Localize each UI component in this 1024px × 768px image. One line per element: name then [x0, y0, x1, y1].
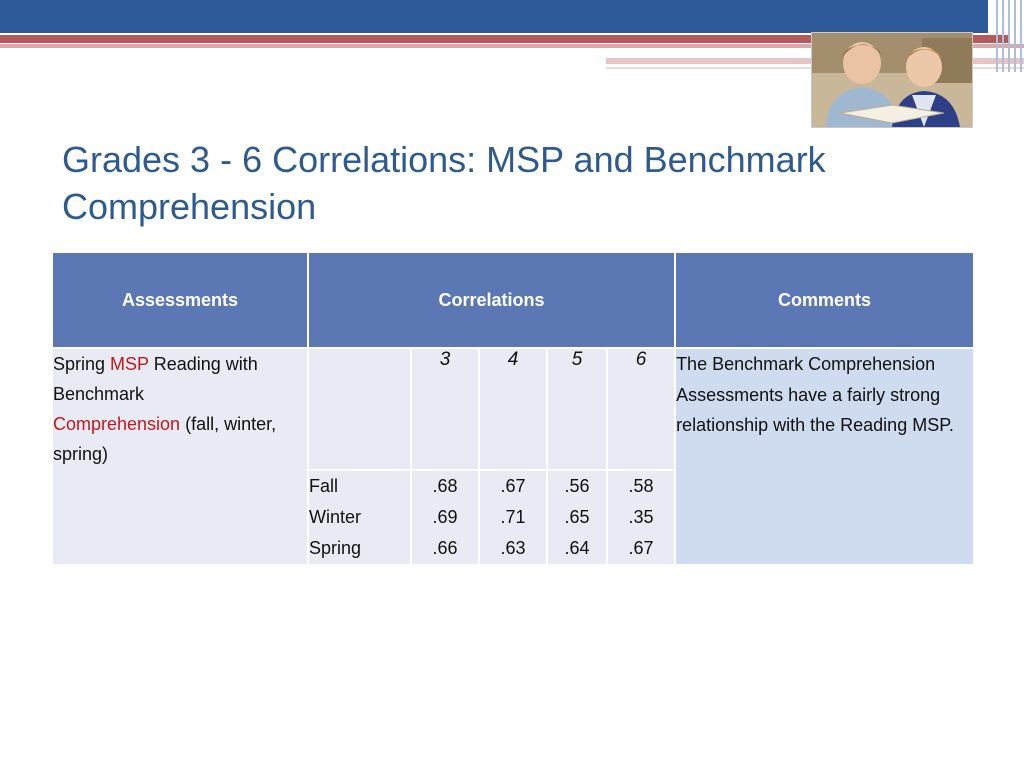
assessment-text-part1: Spring: [53, 354, 111, 374]
table-row-grades: [52, 348, 974, 470]
grade-header-5: 5: [547, 348, 607, 470]
header-assessments: Assessments: [52, 252, 308, 348]
value-grade3-winter: .69: [432, 507, 458, 527]
grade-header-6: 6: [607, 348, 675, 470]
table-header-row: [52, 252, 974, 348]
assessment-text-part3: (fall, winter, spring): [53, 414, 277, 464]
assessment-text-line2: Benchmark: [53, 384, 145, 404]
students-reading-photo: [811, 32, 973, 128]
season-labels-cell: [308, 470, 411, 565]
grade-5-values-cell: [547, 470, 607, 565]
assessment-text-part2: Reading with: [148, 354, 258, 374]
value-grade5-spring: .64: [564, 538, 590, 558]
correlations-table: [51, 251, 975, 566]
season-spring: Spring: [309, 538, 362, 558]
slide-title: Grades 3 - 6 Correlations: MSP and Benchmark Comprehension: [62, 139, 826, 227]
value-grade6-spring: .67: [628, 538, 654, 558]
value-grade5-fall: .56: [564, 476, 590, 496]
assessment-text-msp: MSP: [110, 354, 149, 374]
season-winter: Winter: [309, 507, 362, 527]
value-grade6-fall: .58: [628, 476, 654, 496]
assessment-cell: [52, 348, 308, 565]
value-grade4-winter: .71: [500, 507, 526, 527]
header-band-blue: [0, 0, 988, 33]
value-grade4-fall: .67: [500, 476, 526, 496]
header-correlations: Correlations: [308, 252, 675, 348]
value-grade6-winter: .35: [628, 507, 654, 527]
value-grade3-fall: .68: [432, 476, 458, 496]
grade-header-4: 4: [479, 348, 547, 470]
grade-header-3: 3: [411, 348, 479, 470]
header-vertical-lines: [992, 0, 1024, 72]
grade-3-values-cell: [411, 470, 479, 565]
value-grade4-spring: .63: [500, 538, 526, 558]
assessment-text-comprehension: Comprehension: [53, 414, 181, 434]
empty-season-header-cell: [308, 348, 411, 470]
grade-6-values-cell: [607, 470, 675, 565]
season-fall: Fall: [309, 476, 339, 496]
header-comments: Comments: [675, 252, 974, 348]
grade-4-values-cell: [479, 470, 547, 565]
comment-cell: The Benchmark Comprehension Assessments have a fairly strong relationship with the Reading MSP.: [675, 348, 974, 565]
value-grade5-winter: .65: [564, 507, 590, 527]
value-grade3-spring: .66: [432, 538, 458, 558]
